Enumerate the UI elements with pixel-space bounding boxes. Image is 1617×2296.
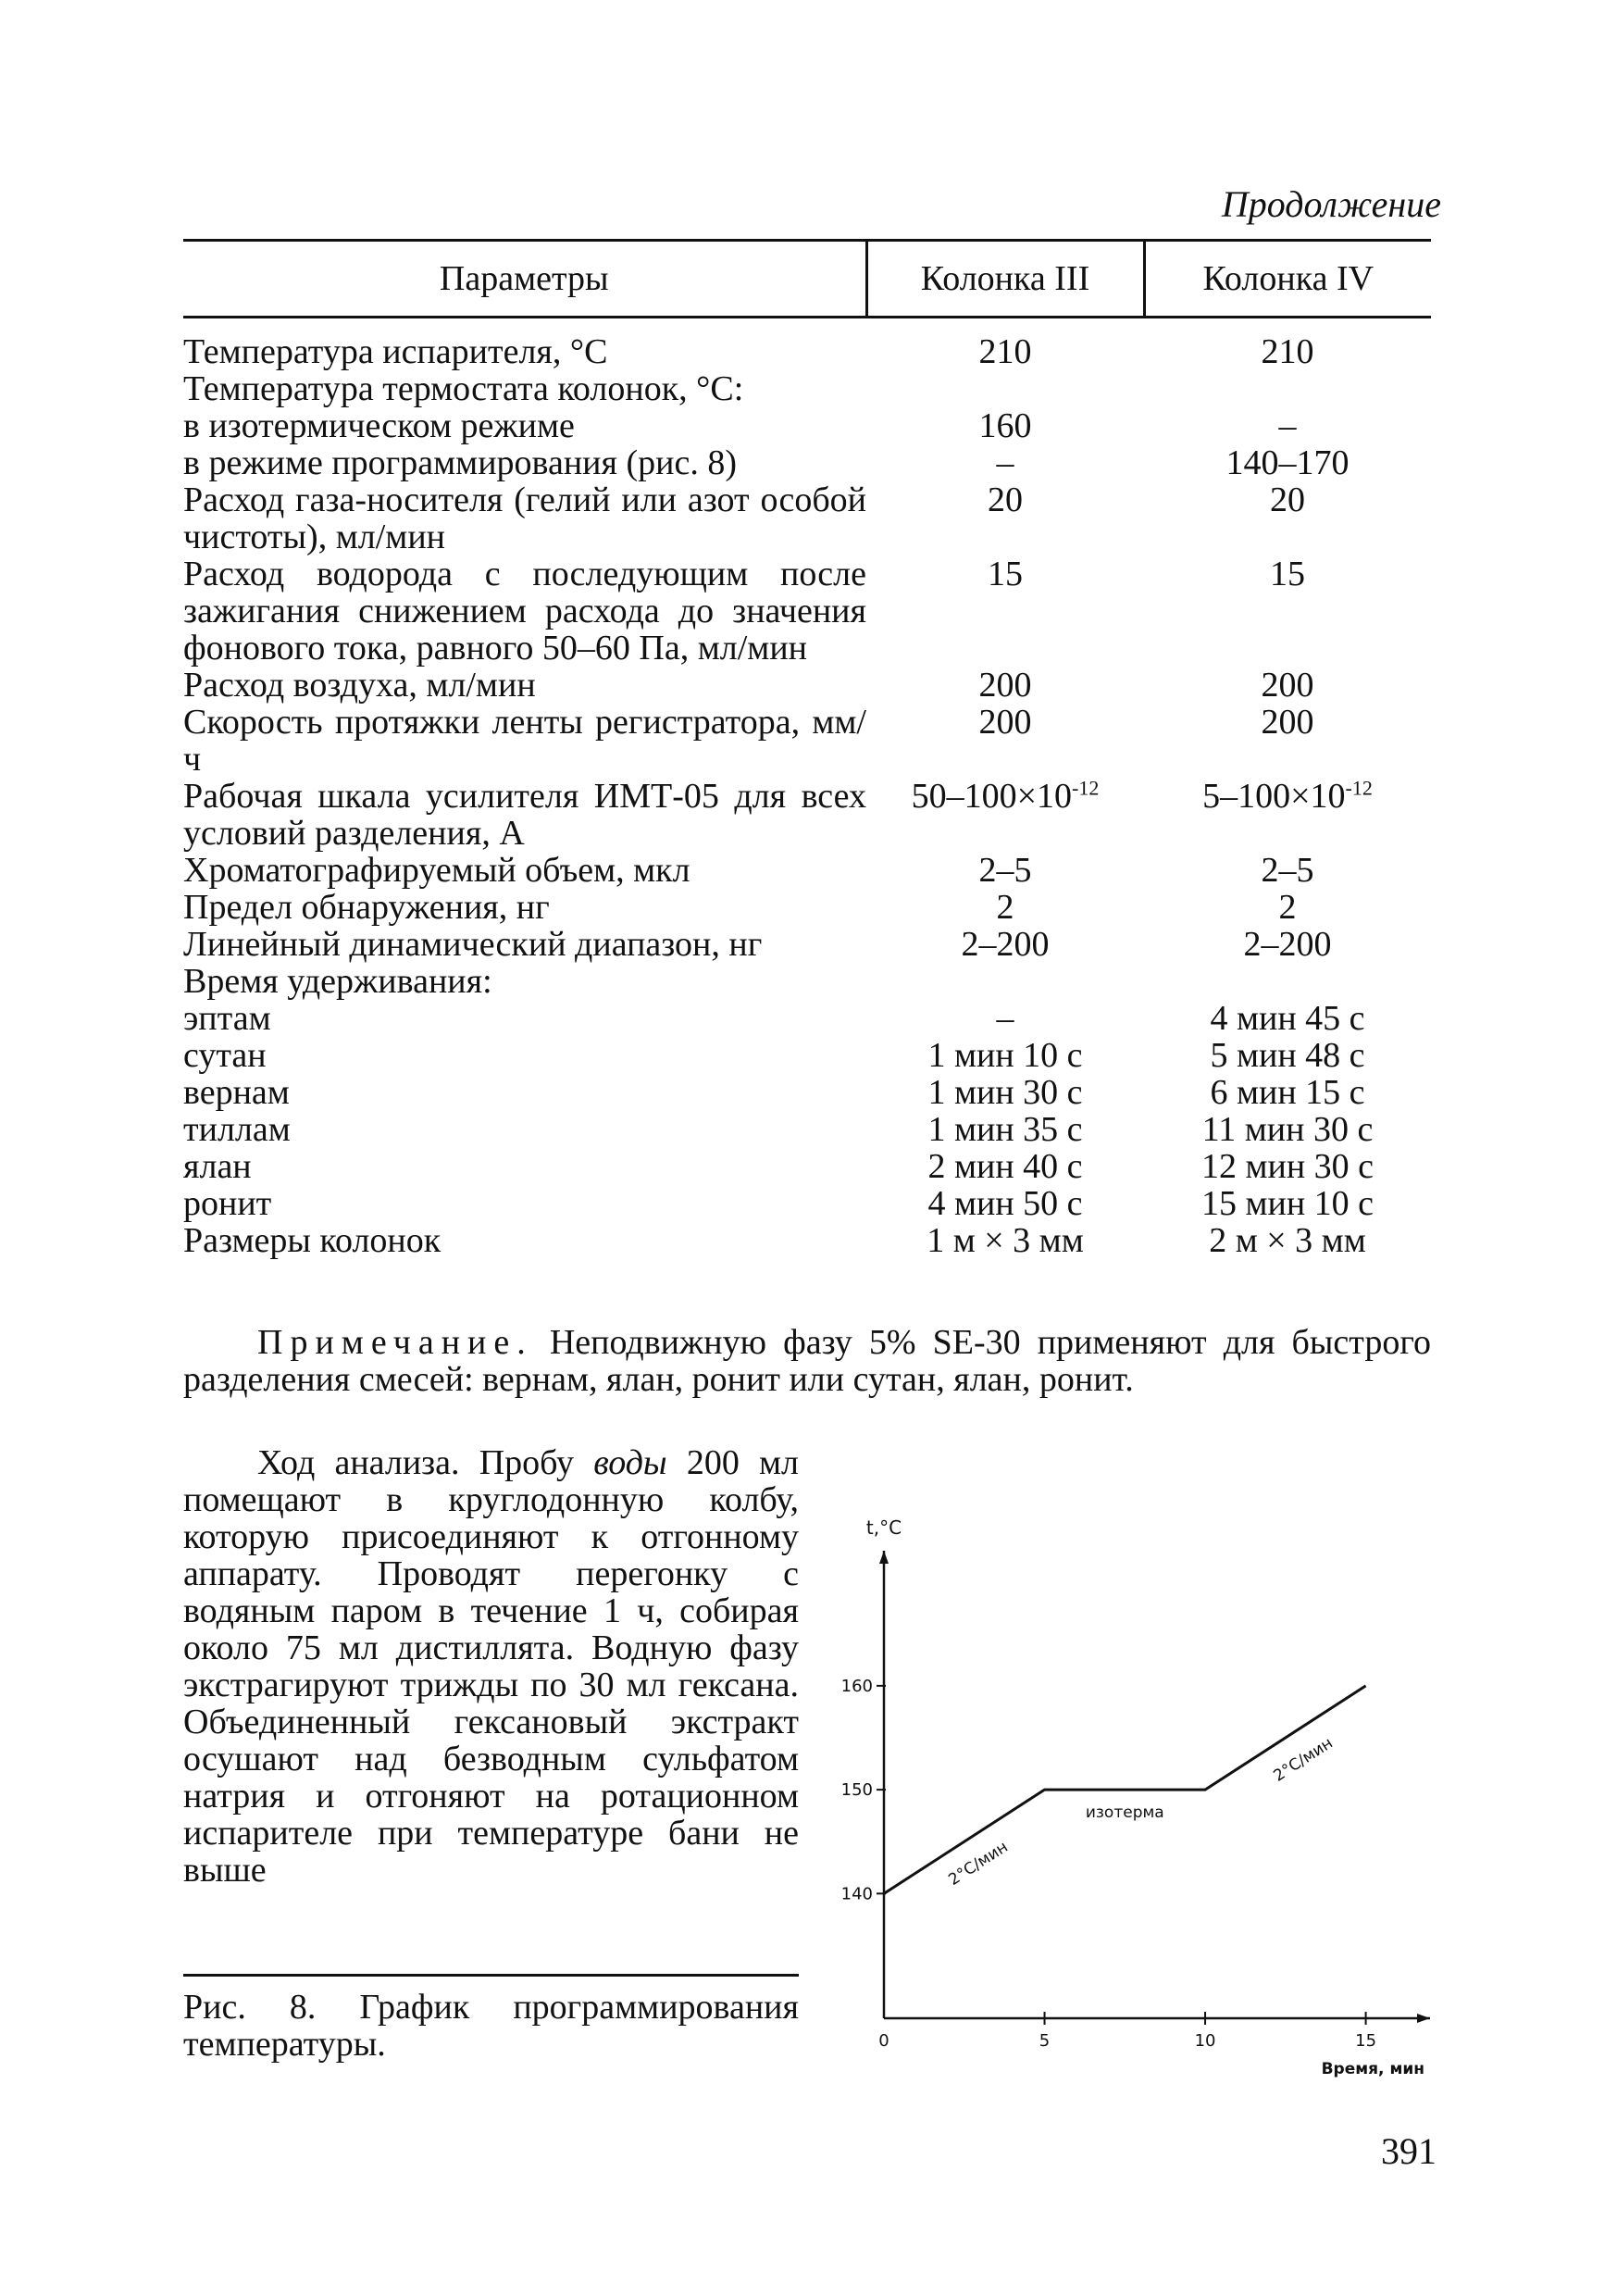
value-text: 1 мин 30 с bbox=[927, 1073, 1083, 1112]
column-3-value bbox=[866, 667, 1144, 704]
table-row bbox=[183, 852, 1431, 889]
parameter-name: Хроматографируемый объем, мкл bbox=[183, 851, 690, 890]
table-row bbox=[183, 1037, 1431, 1074]
table-row bbox=[183, 963, 1431, 1000]
column-4-value bbox=[1144, 667, 1431, 704]
value-text: 6 мин 15 с bbox=[1210, 1073, 1365, 1112]
column-3-value bbox=[866, 778, 1144, 852]
value-text: 210 bbox=[978, 332, 1032, 371]
column-4-value bbox=[1144, 926, 1431, 963]
y-axis-arrow-icon bbox=[879, 1551, 889, 1564]
value-text: 15 bbox=[1270, 555, 1305, 593]
column-3-value bbox=[866, 444, 1144, 481]
table-row bbox=[183, 555, 1431, 667]
parameter-name: ронит bbox=[183, 1184, 272, 1223]
parameter-name: Температура термостата колонок, °С: bbox=[183, 369, 744, 408]
column-header-parameters: Параметры bbox=[183, 241, 866, 318]
column-3-value bbox=[866, 1185, 1144, 1222]
column-3-value bbox=[866, 926, 1144, 963]
table-row bbox=[183, 1185, 1431, 1222]
procedure-text-before: Пробу bbox=[479, 1443, 575, 1482]
value-text: 2 bbox=[996, 888, 1014, 927]
column-4-value bbox=[1144, 889, 1431, 926]
table-row bbox=[183, 1148, 1431, 1185]
x-tick-label: 10 bbox=[1194, 2031, 1216, 2051]
parameters-table bbox=[183, 239, 1431, 1259]
parameter-name: Скорость протяжки ленты регистратора, мм/ч bbox=[183, 703, 866, 779]
column-4-value bbox=[1144, 1222, 1431, 1259]
column-3-value bbox=[866, 852, 1144, 889]
y-axis-label: t,°C bbox=[865, 1518, 902, 1539]
column-4-value bbox=[1144, 481, 1431, 555]
value-text: 2 мин 40 с bbox=[927, 1147, 1083, 1186]
value-text: 140–170 bbox=[1225, 443, 1350, 482]
parameter-name: Температура испарителя, °С bbox=[183, 332, 608, 371]
parameter-name: Рабочая шкала усилителя ИМТ-05 для всех условий разделения, А bbox=[183, 777, 866, 853]
table-row bbox=[183, 1111, 1431, 1148]
value-text: 200 bbox=[978, 703, 1032, 742]
value-text: 4 мин 45 с bbox=[1210, 999, 1365, 1038]
parameter-name: сутан bbox=[183, 1036, 267, 1075]
table-row bbox=[183, 1074, 1431, 1111]
value-text: 1 м × 3 мм bbox=[927, 1221, 1084, 1260]
value-text: – bbox=[1278, 406, 1297, 445]
x-tick-label: 15 bbox=[1355, 2031, 1377, 2051]
parameter-name: Предел обнаружения, нг bbox=[183, 888, 550, 927]
table-row bbox=[183, 318, 1431, 371]
parameter-name: Расход газа-носителя (гелий или азот особой чистоты), мл/мин bbox=[183, 480, 866, 556]
column-4-value bbox=[1144, 1037, 1431, 1074]
column-header-column-3: Колонка III bbox=[866, 241, 1144, 318]
column-4-value bbox=[1144, 318, 1431, 371]
table-header-row bbox=[183, 241, 1431, 318]
parameter-name: в режиме программирования (рис. 8) bbox=[183, 443, 737, 482]
value-text: 2–200 bbox=[961, 925, 1050, 964]
parameter-name: Расход воздуха, мл/мин bbox=[183, 666, 536, 705]
ramp-rate-label: 2°С/мин bbox=[945, 1838, 1012, 1890]
value-text: 200 bbox=[1261, 703, 1314, 742]
value-text: 12 мин 30 с bbox=[1200, 1147, 1374, 1186]
value-exponent: -12 bbox=[1072, 776, 1100, 800]
column-header-column-4: Колонка IV bbox=[1144, 241, 1431, 318]
y-tick-label: 140 bbox=[840, 1884, 873, 1904]
table-note bbox=[183, 1324, 1431, 1398]
x-axis-arrow-icon bbox=[1417, 2014, 1430, 2023]
procedure-text-after: 200 мл помещают в круглодонную колбу, которую присоединяют к отгонному аппарату. Проводят перегонку с водяным паром в течение 1 ч, собирая около 75 мл дистиллята. Водную фазу экстрагируют трижды по 30 мл гексана. Объединенный гексановый экстракт осушают над безводным сульфатом натрия и отгоняют на ротационном испарителе при температуре бани не выше bbox=[183, 1443, 800, 1890]
column-4-value bbox=[1144, 1074, 1431, 1111]
column-3-value bbox=[866, 704, 1144, 778]
column-4-value bbox=[1144, 1148, 1431, 1185]
value-text: 2 м × 3 мм bbox=[1209, 1221, 1366, 1260]
column-3-value bbox=[866, 1037, 1144, 1074]
column-3-value bbox=[866, 1111, 1144, 1148]
parameter-name: Расход водорода с последующим после зажигания снижением расхода до значения фонового тока, равного 50–60 Па, мл/мин bbox=[183, 555, 866, 668]
note-text: Неподвижную фазу 5% SE-30 применяют для быстрого разделения смесей: вернам, ялан, ронит или сутан, ялан, ронит. bbox=[183, 1323, 1432, 1399]
value-text: 210 bbox=[1261, 332, 1314, 371]
column-3-value bbox=[866, 889, 1144, 926]
table-row bbox=[183, 370, 1431, 407]
procedure-paragraph bbox=[183, 1444, 799, 1889]
table-row bbox=[183, 407, 1431, 444]
x-axis-label: Время, мин bbox=[1321, 2060, 1424, 2078]
value-text: – bbox=[996, 443, 1014, 482]
y-tick-label: 160 bbox=[840, 1676, 873, 1696]
value-text: 2–200 bbox=[1243, 925, 1332, 964]
table-row bbox=[183, 889, 1431, 926]
column-4-value bbox=[1144, 852, 1431, 889]
page-number: 391 bbox=[1381, 2130, 1437, 2172]
caption-rule bbox=[183, 1974, 799, 1977]
table-row bbox=[183, 1000, 1431, 1037]
value-text: 2–5 bbox=[978, 851, 1032, 890]
isotherm-label: изотерма bbox=[1085, 1803, 1164, 1823]
procedure-italic-word: воды bbox=[593, 1443, 667, 1482]
column-3-value bbox=[866, 481, 1144, 555]
column-3-value bbox=[866, 318, 1144, 371]
value-text: 15 мин 10 с bbox=[1200, 1184, 1374, 1223]
value-text: 160 bbox=[978, 406, 1032, 445]
value-text: 20 bbox=[1270, 480, 1305, 519]
value-text: 1 мин 35 с bbox=[927, 1110, 1083, 1149]
temperature-program-line bbox=[884, 1686, 1366, 1893]
table-row bbox=[183, 1222, 1431, 1259]
note-label: Примечание. bbox=[257, 1323, 533, 1362]
column-3-value bbox=[866, 1074, 1144, 1111]
parameter-name: вернам bbox=[183, 1073, 290, 1112]
table-row bbox=[183, 481, 1431, 555]
parameter-name: ялан bbox=[183, 1147, 252, 1186]
table-row bbox=[183, 667, 1431, 704]
column-3-value bbox=[866, 1148, 1144, 1185]
column-3-value bbox=[866, 370, 1144, 407]
value-text: 200 bbox=[1261, 666, 1314, 705]
x-tick-label: 0 bbox=[878, 2031, 889, 2051]
figure-caption: Рис. 8. График программирования температуры. bbox=[183, 1988, 799, 2064]
x-tick-label: 5 bbox=[1039, 2031, 1051, 2051]
parameter-name: эптам bbox=[183, 999, 271, 1038]
column-4-value bbox=[1144, 963, 1431, 1000]
column-4-value bbox=[1144, 1000, 1431, 1037]
column-4-value bbox=[1144, 555, 1431, 667]
value-text: 5–100×10 bbox=[1202, 777, 1346, 816]
value-text: – bbox=[996, 999, 1014, 1038]
column-3-value bbox=[866, 963, 1144, 1000]
value-text: 2–5 bbox=[1261, 851, 1314, 890]
table-row bbox=[183, 926, 1431, 963]
value-text: 4 мин 50 с bbox=[927, 1184, 1083, 1223]
column-3-value bbox=[866, 1222, 1144, 1259]
y-tick-label: 150 bbox=[840, 1780, 873, 1801]
value-text: 11 мин 30 с bbox=[1201, 1110, 1374, 1149]
ramp-rate-label: 2°С/мин bbox=[1270, 1733, 1337, 1786]
column-4-value bbox=[1144, 444, 1431, 481]
table-row bbox=[183, 778, 1431, 852]
procedure-heading: Ход анализа. bbox=[257, 1443, 460, 1482]
column-3-value bbox=[866, 1000, 1144, 1037]
parameter-name: Время удерживания: bbox=[183, 962, 492, 1001]
continued-label: Продолжение bbox=[1221, 183, 1441, 225]
parameter-name: тиллам bbox=[183, 1110, 291, 1149]
parameter-name: Размеры колонок bbox=[183, 1221, 442, 1260]
parameter-name: в изотермическом режиме bbox=[183, 406, 575, 445]
table-row bbox=[183, 444, 1431, 481]
parameter-name: Линейный динамический диапазон, нг bbox=[183, 925, 763, 964]
value-text: 15 bbox=[988, 555, 1023, 593]
column-4-value bbox=[1144, 407, 1431, 444]
temperature-program-chart bbox=[828, 1518, 1439, 2092]
value-text: 20 bbox=[988, 480, 1023, 519]
value-exponent: -12 bbox=[1345, 776, 1373, 800]
column-3-value bbox=[866, 407, 1144, 444]
column-4-value bbox=[1144, 778, 1431, 852]
value-text: 2 bbox=[1278, 888, 1297, 927]
value-text: 5 мин 48 с bbox=[1210, 1036, 1365, 1075]
table-row bbox=[183, 704, 1431, 778]
value-text: 50–100×10 bbox=[911, 777, 1073, 816]
column-4-value bbox=[1144, 1111, 1431, 1148]
column-4-value bbox=[1144, 1185, 1431, 1222]
value-text: 1 мин 10 с bbox=[927, 1036, 1083, 1075]
column-4-value bbox=[1144, 370, 1431, 407]
column-4-value bbox=[1144, 704, 1431, 778]
column-3-value bbox=[866, 555, 1144, 667]
value-text: 200 bbox=[978, 666, 1032, 705]
